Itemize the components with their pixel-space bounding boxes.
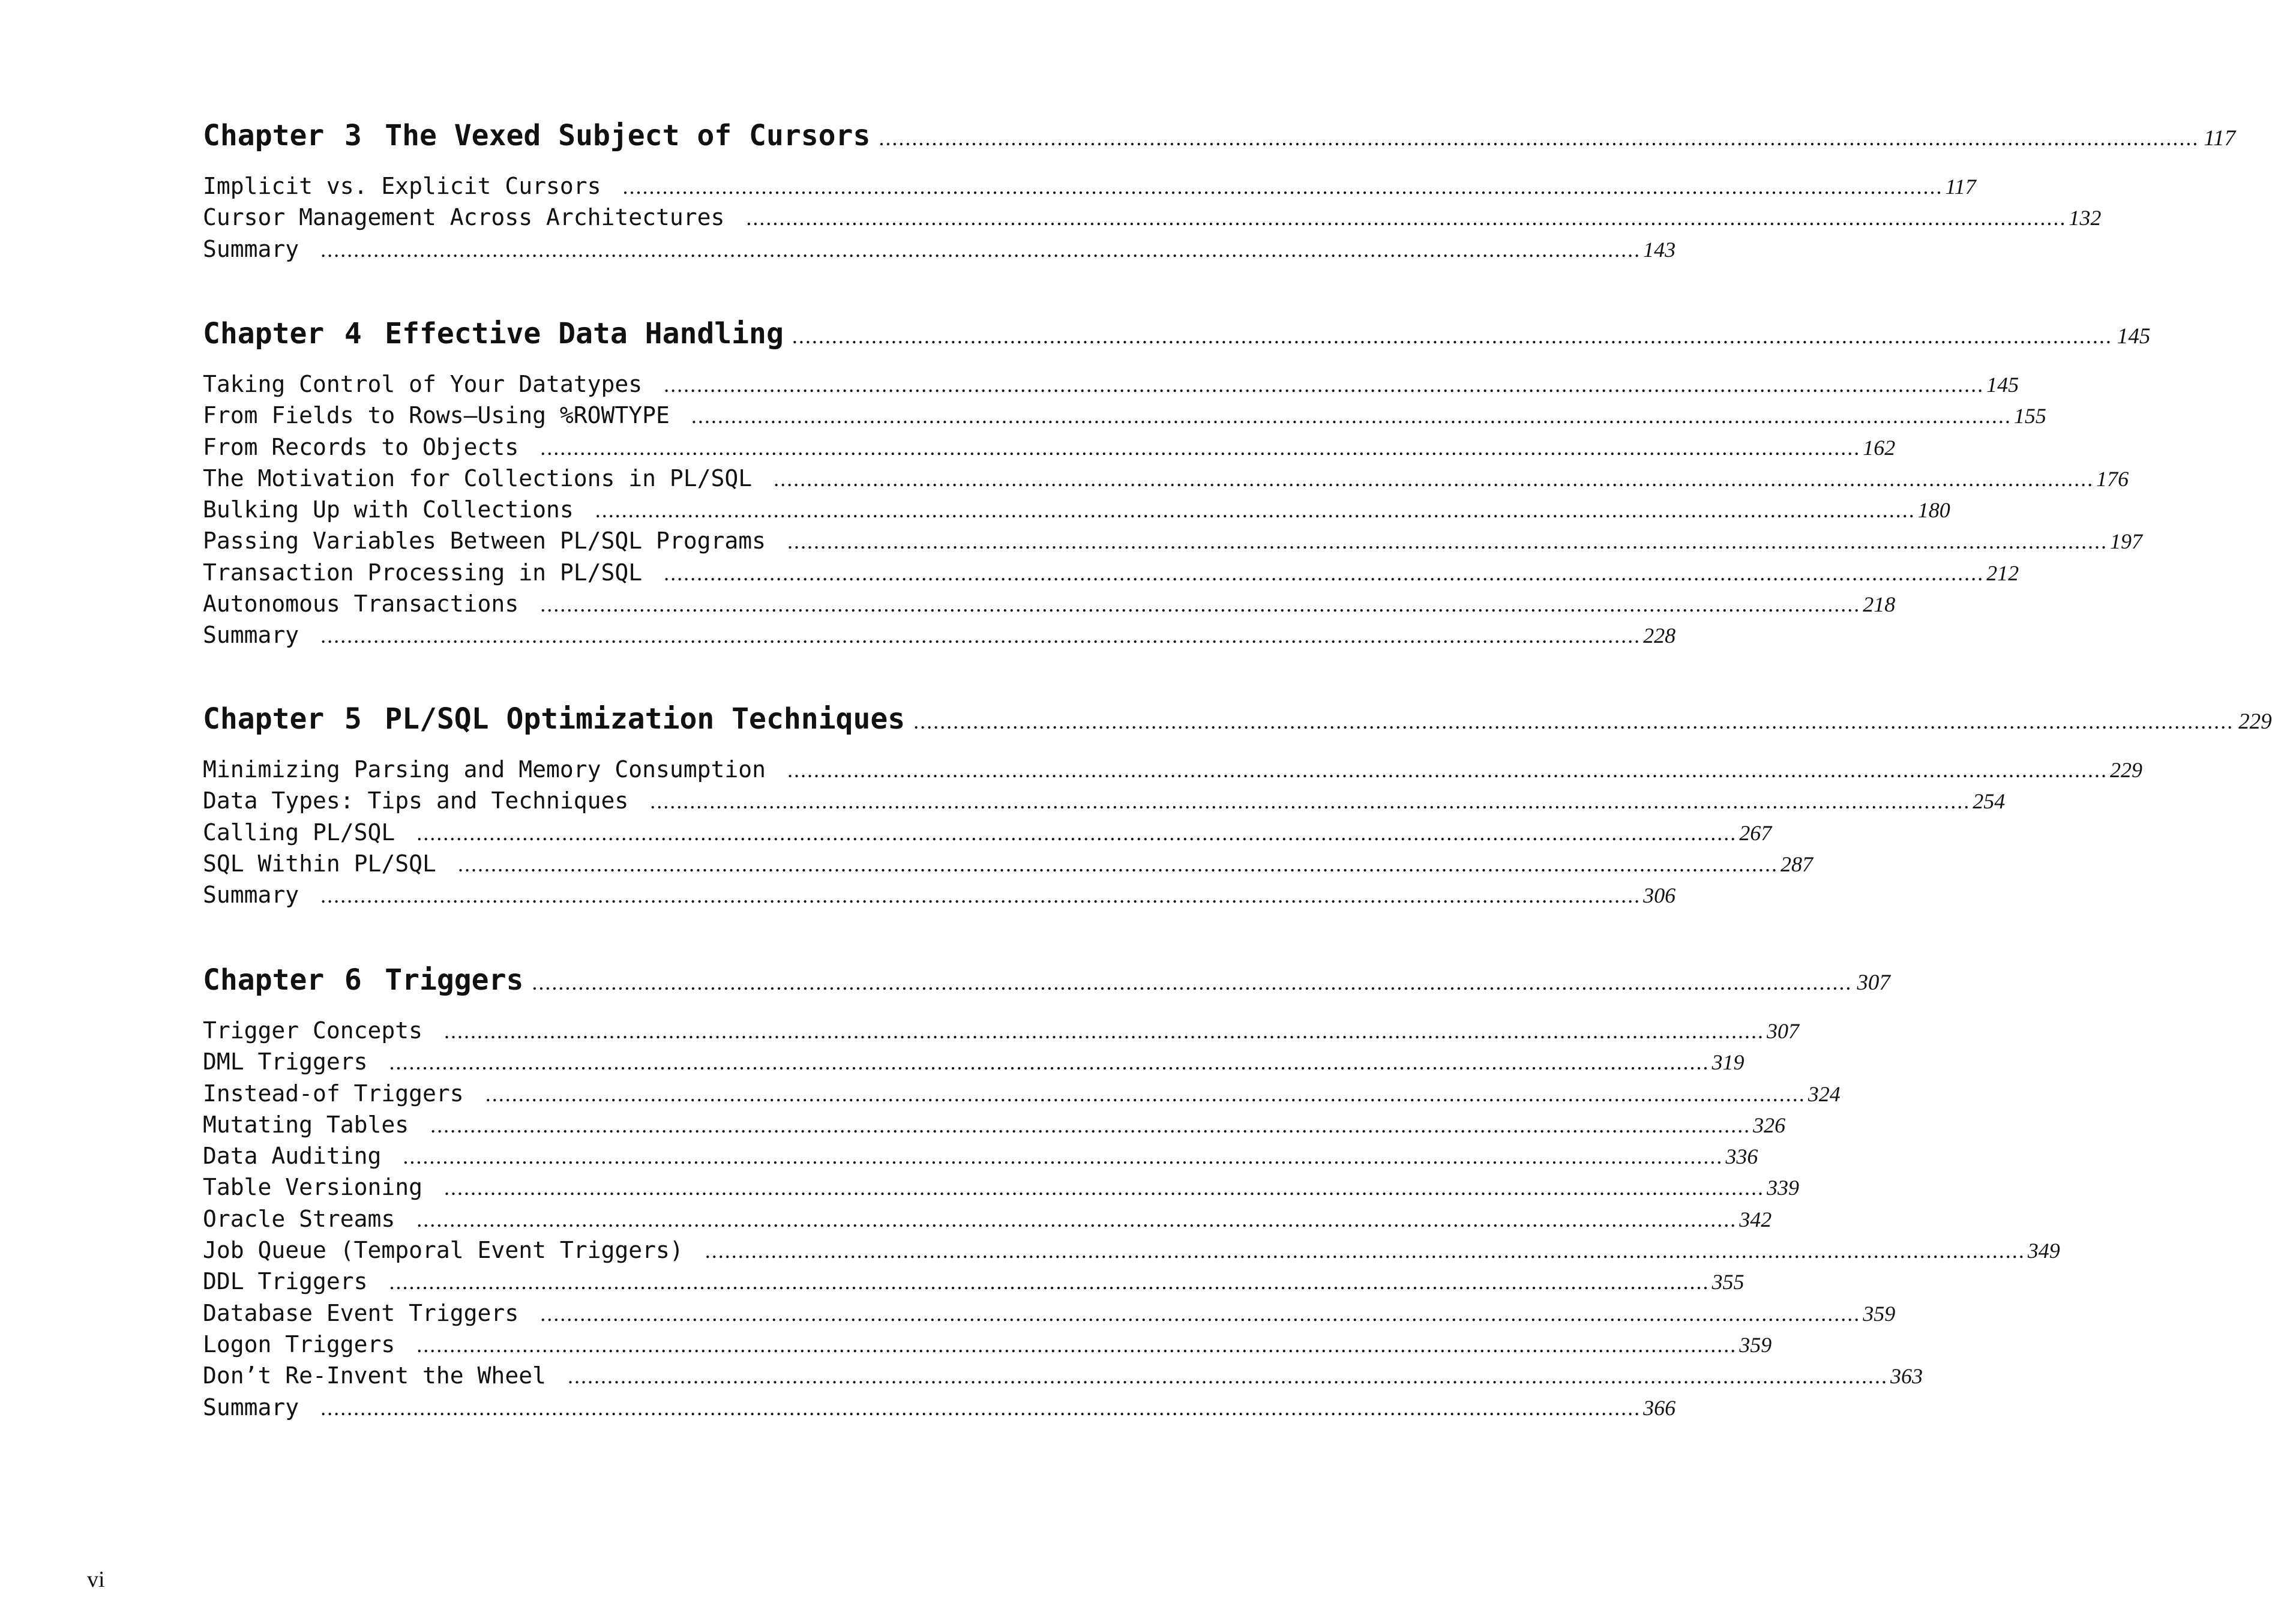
chapter-title: The Vexed Subject of Cursors [385,119,871,152]
dot-leader: ........................................................................................................................................................................................................ [664,561,1985,585]
dot-leader: ........................................................................................................................................................................................................ [457,852,1778,876]
entry-title: Mutating Tables [203,1111,409,1138]
chapter-label: Chapter [203,119,325,152]
toc-entry [203,1171,1800,1203]
dot-leader: ........................................................................................................................................................................................................ [879,126,2199,150]
dot-leader: ........................................................................................................................................................................................................ [567,1364,1888,1389]
entry-page-number: 342 [1739,1207,1772,1232]
chapter-title: PL/SQL Optimization Techniques [385,702,906,736]
dot-leader: ........................................................................................................................................................................................................ [787,529,2108,554]
dot-leader: ........................................................................................................................................................................................................ [540,1301,1861,1326]
chapter-3-section [203,114,2236,265]
chapter-heading [203,114,2236,157]
dot-leader: ........................................................................................................................................................................................................ [746,206,2067,230]
page-folio: vi [87,1567,105,1592]
toc-entry [203,494,1950,525]
entry-title: DML Triggers [203,1048,368,1075]
entry-page-number: 212 [1986,561,2019,585]
entry-page-number: 162 [1863,435,1896,460]
dot-leader: ........................................................................................................................................................................................................ [416,820,1737,845]
dot-leader: ........................................................................................................................................................................................................ [787,758,2108,782]
dot-leader: ........................................................................................................................................................................................................ [389,1270,1710,1295]
entry-page-number: 287 [1780,852,1813,876]
entry-page-number: 324 [1808,1081,1841,1106]
entry-title: Trigger Concepts [203,1017,423,1044]
entry-page-number: 155 [2013,404,2046,429]
entry-page-number: 359 [1739,1332,1772,1357]
dot-leader: ........................................................................................................................................................................................................ [485,1081,1806,1106]
toc-entry [203,754,2142,785]
entry-title: Taking Control of Your Datatypes [203,371,643,397]
entry-page-number: 359 [1863,1301,1896,1326]
entry-page-number: 339 [1767,1176,1800,1200]
toc-entry [203,1046,1745,1077]
dot-leader: ........................................................................................................................................................................................................ [532,970,1853,994]
entry-page-number: 197 [2110,529,2142,554]
dot-leader: ........................................................................................................................................................................................................ [320,1395,1641,1420]
entry-title: SQL Within PL/SQL [203,850,436,877]
entry-page-number: 228 [1643,624,1676,648]
chapter-label: Chapter [203,702,325,736]
entry-title: Data Auditing [203,1143,382,1170]
entry-page-number: 145 [1986,373,2019,397]
chapter-number: 5 [344,702,362,736]
toc-entry [203,817,1772,848]
toc-entry [203,1360,1923,1391]
entry-page-number: 306 [1643,883,1676,908]
chapter-number: 3 [344,119,362,152]
entry-title: Data Types: Tips and Techniques [203,787,629,814]
toc-entry [203,785,2006,816]
entry-title: Database Event Triggers [203,1299,519,1326]
entry-page-number: 366 [1643,1395,1676,1420]
entry-page-number: 355 [1712,1270,1745,1295]
entry-page-number: 307 [1767,1019,1800,1043]
chapter-heading [203,958,1890,1002]
chapter-page-number: 145 [2117,324,2151,349]
toc-entry [203,1109,1786,1140]
toc-entry [203,1266,1745,1297]
toc-entry [203,432,1896,463]
entry-title: Passing Variables Between PL/SQL Programs [203,528,766,555]
dot-leader: ........................................................................................................................................................................................................ [403,1144,1724,1169]
dot-leader: ........................................................................................................................................................................................................ [389,1050,1710,1075]
toc-entry [203,1140,1758,1171]
dot-leader: ........................................................................................................................................................................................................ [540,592,1861,617]
entry-title: Transaction Processing in PL/SQL [203,559,643,586]
section-list [203,754,2142,910]
entry-title: Cursor Management Across Architectures [203,204,725,231]
dot-leader: ........................................................................................................................................................................................................ [320,624,1641,648]
chapter-6-section [203,958,2060,1423]
toc-entry [203,233,1676,265]
entry-page-number: 132 [2069,206,2102,230]
toc-entry [203,525,2142,556]
chapter-5-section [203,697,2272,910]
entry-page-number: 229 [2110,758,2142,782]
entry-page-number: 117 [1945,175,1976,199]
chapter-number: 6 [344,963,362,997]
dot-leader: ........................................................................................................................................................................................................ [650,789,1971,814]
entry-page-number: 319 [1712,1050,1745,1075]
entry-title: Logon Triggers [203,1331,395,1358]
toc-entry [203,368,2019,400]
entry-title: Autonomous Transactions [203,591,519,618]
entry-title: Summary [203,1394,299,1421]
toc-entry [203,1203,1772,1235]
entry-page-number: 363 [1890,1364,1923,1389]
dot-leader: ........................................................................................................................................................................................................ [792,324,2112,348]
entry-page-number: 254 [1973,789,2006,814]
toc-entry [203,202,2102,233]
dot-leader: ........................................................................................................................................................................................................ [691,404,2012,429]
entry-title: Summary [203,882,299,909]
entry-page-number: 349 [2027,1239,2060,1263]
toc-entry [203,1298,1896,1329]
entry-title: From Fields to Rows—Using %ROWTYPE [203,402,670,429]
entry-page-number: 180 [1917,498,1950,523]
entry-title: Job Queue (Temporal Event Triggers) [203,1237,684,1264]
section-list [203,368,2142,651]
toc-entry [203,879,1676,910]
dot-leader: ........................................................................................................................................................................................................ [444,1176,1765,1200]
chapter-heading [203,312,2151,355]
chapter-label: Chapter [203,963,325,997]
toc-entry [203,463,2129,494]
entry-title: DDL Triggers [203,1268,368,1295]
dot-leader: ........................................................................................................................................................................................................ [705,1239,2025,1263]
toc-entry [203,1392,1676,1423]
chapter-page-number: 117 [2204,126,2236,151]
entry-page-number: 218 [1863,592,1896,617]
entry-title: The Motivation for Collections in PL/SQL [203,465,753,492]
dot-leader: ........................................................................................................................................................................................................ [774,466,2094,491]
dot-leader: ........................................................................................................................................................................................................ [416,1332,1737,1357]
dot-leader: ........................................................................................................................................................................................................ [622,175,1943,199]
toc-entry [203,557,2019,588]
chapter-heading [203,697,2272,741]
dot-leader: ........................................................................................................................................................................................................ [664,373,1985,397]
entry-title: From Records to Objects [203,433,519,460]
chapter-title: Effective Data Handling [385,317,784,350]
toc-entry [203,1235,2060,1266]
entry-title: Bulking Up with Collections [203,496,574,523]
entry-title: Instead-of Triggers [203,1080,464,1107]
toc-entry [203,848,1813,879]
toc-entry [203,1078,1841,1109]
entry-title: Summary [203,622,299,649]
entry-title: Minimizing Parsing and Memory Consumption [203,756,766,783]
dot-leader: ........................................................................................................................................................................................................ [430,1113,1751,1137]
chapter-page-number: 307 [1857,970,1890,995]
chapter-4-section [203,312,2151,651]
dot-leader: ........................................................................................................................................................................................................ [913,709,2234,733]
entry-title: Implicit vs. Explicit Cursors [203,173,601,199]
toc-entry [203,619,1676,651]
chapter-label: Chapter [203,317,325,350]
entry-title: Calling PL/SQL [203,819,395,846]
toc-entry [203,588,1896,619]
toc-entry [203,1329,1772,1360]
chapter-page-number: 229 [2238,709,2272,734]
toc-entry [203,1015,1800,1046]
entry-page-number: 336 [1725,1144,1758,1169]
chapter-title: Triggers [385,963,524,997]
entry-title: Oracle Streams [203,1205,395,1232]
dot-leader: ........................................................................................................................................................................................................ [416,1207,1737,1232]
entry-title: Don’t Re-Invent the Wheel [203,1362,546,1389]
section-list [203,1015,2060,1423]
entry-page-number: 176 [2096,466,2129,491]
entry-page-number: 326 [1753,1113,1786,1137]
dot-leader: ........................................................................................................................................................................................................ [320,883,1641,908]
dot-leader: ........................................................................................................................................................................................................ [444,1019,1765,1043]
dot-leader: ........................................................................................................................................................................................................ [320,237,1641,262]
dot-leader: ........................................................................................................................................................................................................ [595,498,1916,523]
entry-title: Table Versioning [203,1174,423,1201]
section-list [203,170,2102,265]
chapter-number: 4 [344,317,362,350]
toc-entry [203,400,2046,431]
dot-leader: ........................................................................................................................................................................................................ [540,435,1861,460]
entry-page-number: 267 [1739,820,1772,845]
toc-entry [203,170,1976,202]
entry-title: Summary [203,235,299,262]
entry-page-number: 143 [1643,237,1676,262]
